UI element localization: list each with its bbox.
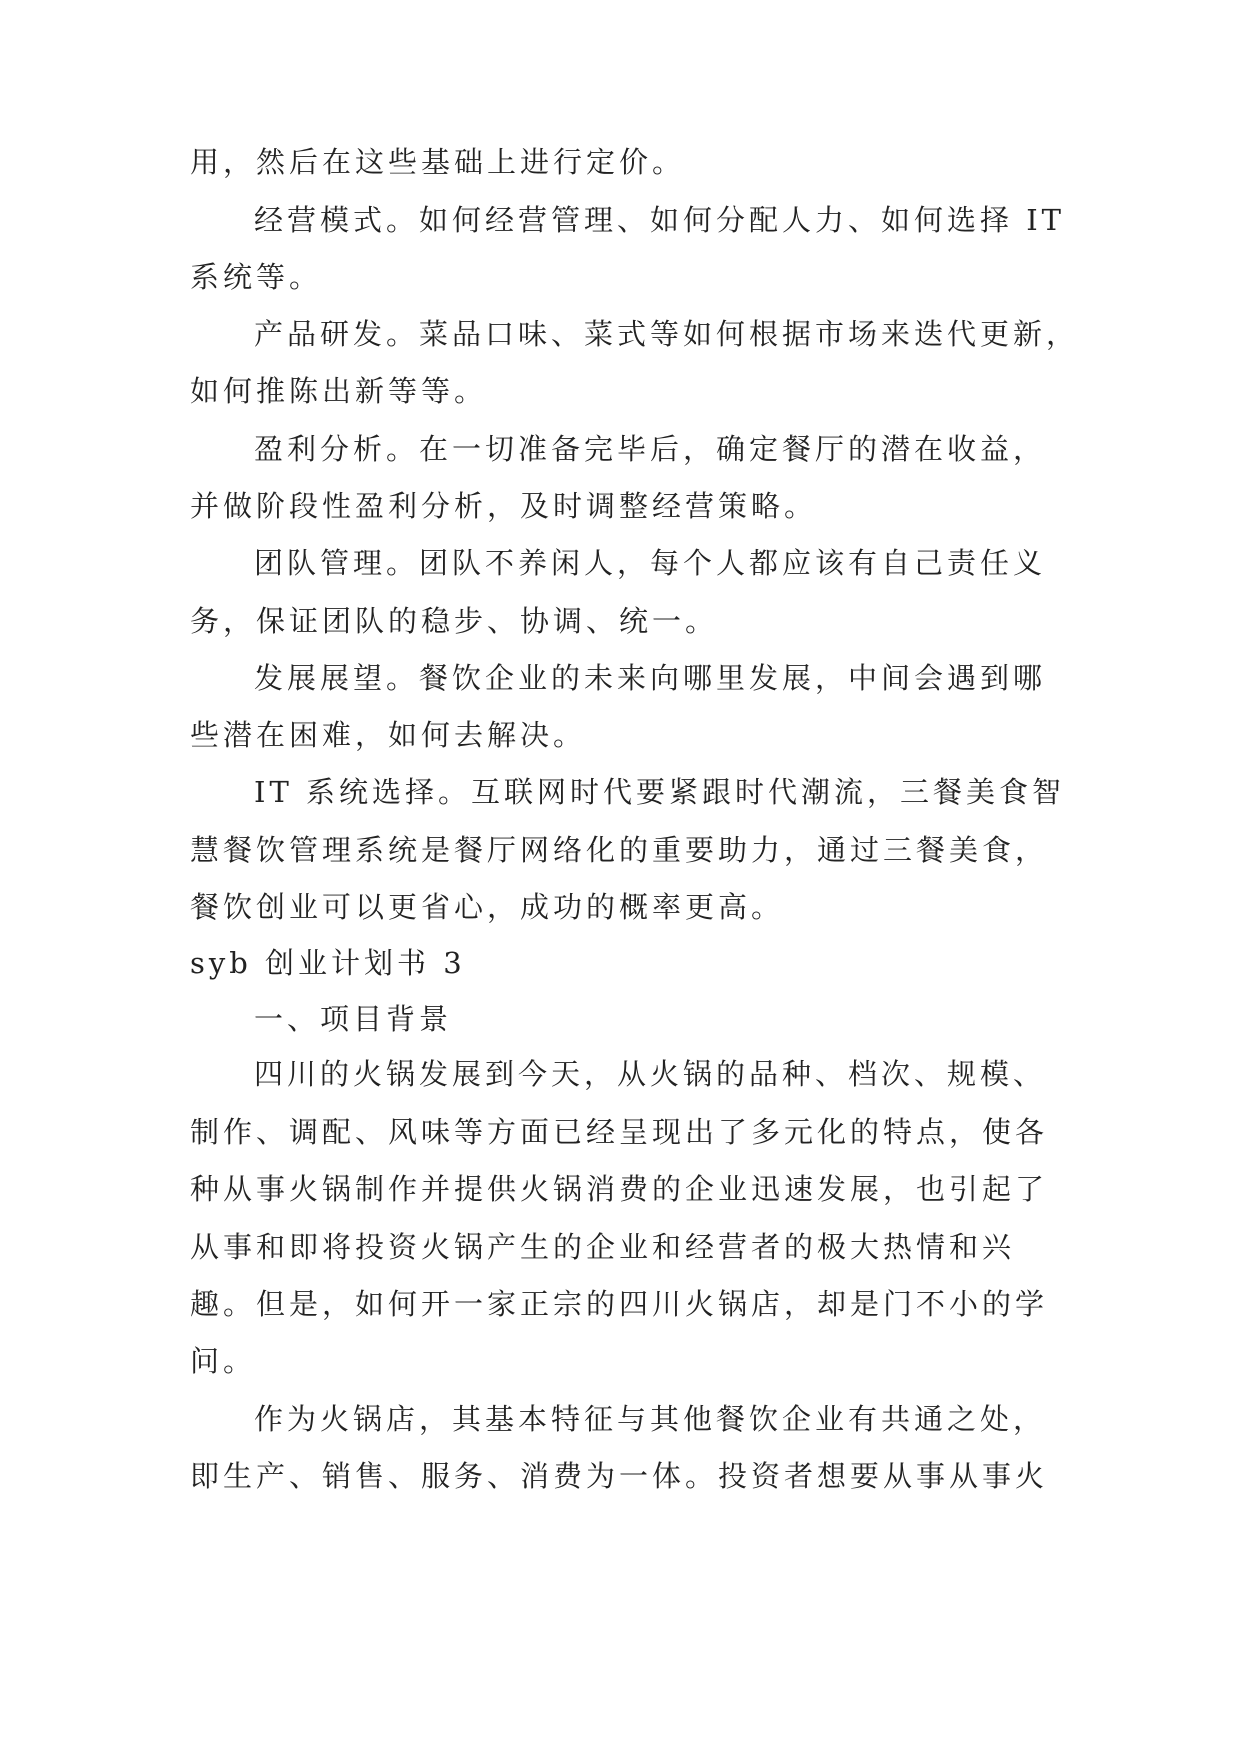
text-line: 产品研发。菜品口味、菜式等如何根据市场来迭代更新， [254,317,1080,351]
text-line: 趣。但是，如何开一家正宗的四川火锅店，却是门不小的学 [190,1287,1049,1321]
text-line: 即生产、销售、服务、消费为一体。投资者想要从事从事火 [190,1459,1049,1493]
text-line: 盈利分析。在一切准备完毕后，确定餐厅的潜在收益， [254,432,1047,466]
text-line: 种从事火锅制作并提供火锅消费的企业迅速发展，也引起了 [190,1172,1049,1206]
text-line: 团队管理。团队不养闲人，每个人都应该有自己责任义 [254,546,1047,580]
text-line: 系统等。 [190,260,323,294]
text-line: 制作、调配、风味等方面已经呈现出了多元化的特点，使各 [190,1115,1049,1149]
text-line: 四川的火锅发展到今天，从火锅的品种、档次、规模、 [254,1057,1047,1091]
text-line: 务，保证团队的稳步、协调、统一。 [190,604,719,638]
subsection-heading: 一、项目背景 [254,1002,453,1036]
text-line: 从事和即将投资火锅产生的企业和经营者的极大热情和兴 [190,1230,1016,1264]
text-line: 作为火锅店，其基本特征与其他餐饮企业有共通之处， [254,1402,1047,1436]
text-line: 餐饮创业可以更省心，成功的概率更高。 [190,890,785,924]
text-line: 如何推陈出新等等。 [190,374,488,408]
text-line: 用，然后在这些基础上进行定价。 [190,145,686,179]
text-line: 并做阶段性盈利分析，及时调整经营策略。 [190,489,818,523]
text-line: IT 系统选择。互联网时代要紧跟时代潮流，三餐美食智 [254,775,1066,809]
text-line: 些潜在困难，如何去解决。 [190,718,587,752]
text-line: 发展展望。餐饮企业的未来向哪里发展，中间会遇到哪 [254,661,1047,695]
text-line: 问。 [190,1344,257,1378]
text-line: 慧餐饮管理系统是餐厅网络化的重要助力，通过三餐美食， [190,833,1049,867]
text-line: 经营模式。如何经营管理、如何分配人力、如何选择 IT [254,203,1066,237]
section-heading: syb 创业计划书 3 [190,946,466,980]
